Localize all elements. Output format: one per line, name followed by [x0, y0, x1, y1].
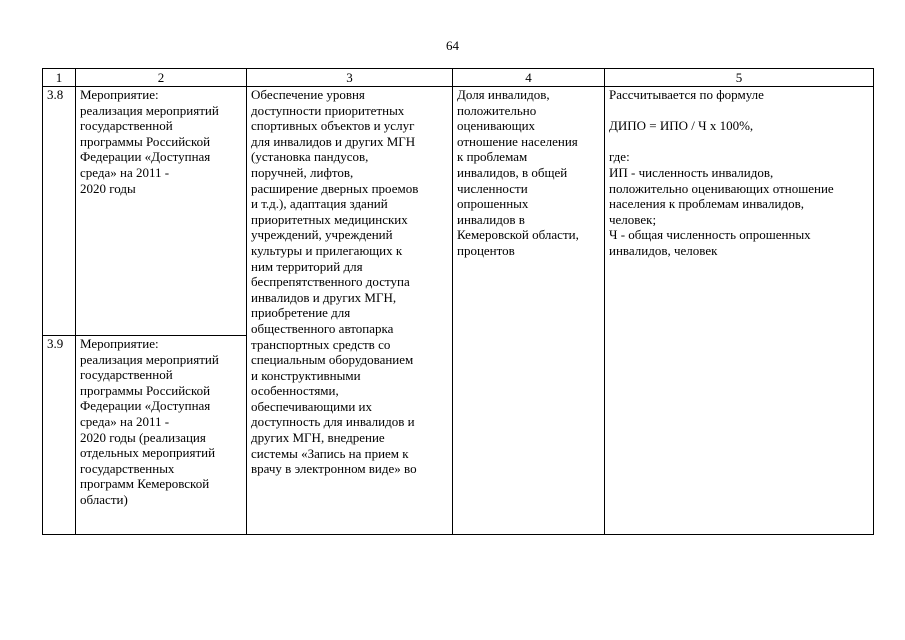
formula-expression: ДИПО = ИПО / Ч х 100%, — [609, 118, 754, 134]
goal-line: общественного автопарка — [251, 320, 394, 336]
measures-table — [42, 68, 874, 535]
goal-line: Обеспечение уровня — [251, 87, 365, 102]
event-line: государственной — [80, 367, 173, 383]
goal-line: культуры и прилегающих к — [251, 242, 403, 258]
column-header-4: 4 — [453, 69, 605, 87]
event-line: государственных — [80, 460, 175, 476]
goal-line: приобретение для — [251, 305, 351, 321]
event-name-cell — [76, 87, 247, 336]
goal-line: доступности приоритетных — [251, 102, 405, 118]
column-header-1: 1 — [43, 69, 76, 87]
goal-line: инвалидов и других МГН, — [251, 289, 397, 305]
goal-line: спортивных объектов и услуг — [251, 118, 415, 134]
indicator-line: инвалидов в — [457, 211, 525, 227]
formula-definition-line: инвалидов, человек — [609, 242, 718, 258]
goal-line: системы «Запись на прием к — [251, 445, 409, 461]
formula-definition-line: населения к проблемам инвалидов, — [609, 196, 804, 212]
event-line: Мероприятие: — [80, 87, 159, 102]
indicator-line: положительно — [457, 102, 537, 118]
event-line: области) — [80, 491, 128, 507]
formula-definition-line: Ч - общая численность опрошенных — [609, 227, 811, 243]
event-line: реализация мероприятий — [80, 351, 219, 367]
column-header-3: 3 — [247, 69, 453, 87]
goal-line: поручней, лифтов, — [251, 164, 354, 180]
row-number: 3.8 — [43, 87, 76, 336]
column-header-5: 5 — [605, 69, 874, 87]
event-line: реализация мероприятий — [80, 102, 219, 118]
event-line: Федерации «Доступная — [80, 149, 211, 165]
goal-line: беспрепятственного доступа — [251, 274, 410, 290]
event-line: среда» на 2011 - — [80, 413, 170, 429]
indicator-line: к проблемам — [457, 149, 528, 165]
event-line: 2020 годы — [80, 180, 136, 196]
goal-line: специальным оборудованием — [251, 352, 414, 368]
goal-line: приоритетных медицинских — [251, 211, 408, 227]
formula-definition-line: человек; — [609, 211, 657, 227]
event-line: Мероприятие: — [80, 336, 159, 351]
row-number: 3.9 — [43, 336, 76, 535]
event-line: среда» на 2011 - — [80, 164, 170, 180]
goal-line: врачу в электронном виде» во — [251, 461, 417, 477]
spacer — [609, 134, 869, 150]
formula-definition-line: ИП - численность инвалидов, — [609, 164, 774, 180]
event-line: государственной — [80, 118, 173, 134]
indicator-line: оценивающих — [457, 118, 536, 134]
goal-line: и т.д.), адаптация зданий — [251, 196, 388, 212]
event-line: 2020 годы (реализация — [80, 429, 206, 445]
indicator-line: инвалидов, в общей — [457, 164, 568, 180]
event-line: программы Российской — [80, 133, 211, 149]
formula-cell — [605, 87, 874, 535]
spacer — [609, 103, 869, 119]
goal-line: особенностями, — [251, 383, 339, 399]
indicator-line: численности — [457, 180, 528, 196]
goal-line: транспортных средств со — [251, 336, 391, 352]
goal-line: учреждений, учреждений — [251, 227, 393, 243]
indicator-cell — [453, 87, 605, 535]
indicator-line: процентов — [457, 242, 515, 258]
table-row — [43, 87, 874, 336]
indicator-line: Доля инвалидов, — [457, 87, 550, 102]
goal-line: обеспечивающими их — [251, 398, 373, 414]
event-line: Федерации «Доступная — [80, 398, 211, 414]
event-name-cell — [76, 336, 247, 535]
indicator-line: опрошенных — [457, 196, 529, 212]
goal-line: доступность для инвалидов и — [251, 414, 415, 430]
formula-intro: Рассчитывается по формуле — [609, 87, 764, 102]
formula-definition-line: положительно оценивающих отношение — [609, 180, 834, 196]
formula-where: где: — [609, 149, 630, 165]
goal-line: расширение дверных проемов — [251, 180, 419, 196]
goal-cell — [247, 87, 453, 535]
event-line: программы Российской — [80, 382, 211, 398]
event-line: программ Кемеровской — [80, 476, 210, 492]
column-header-2: 2 — [76, 69, 247, 87]
goal-line: (установка пандусов, — [251, 149, 369, 165]
event-line: отдельных мероприятий — [80, 445, 216, 461]
table-header-row — [43, 69, 874, 87]
goal-line: для инвалидов и других МГН — [251, 133, 416, 149]
indicator-line: Кемеровской области, — [457, 227, 579, 243]
goal-line: и конструктивными — [251, 367, 361, 383]
indicator-line: отношение населения — [457, 133, 578, 149]
page-number: 64 — [446, 38, 459, 53]
goal-line: ним территорий для — [251, 258, 363, 274]
goal-line: других МГН, внедрение — [251, 430, 385, 446]
